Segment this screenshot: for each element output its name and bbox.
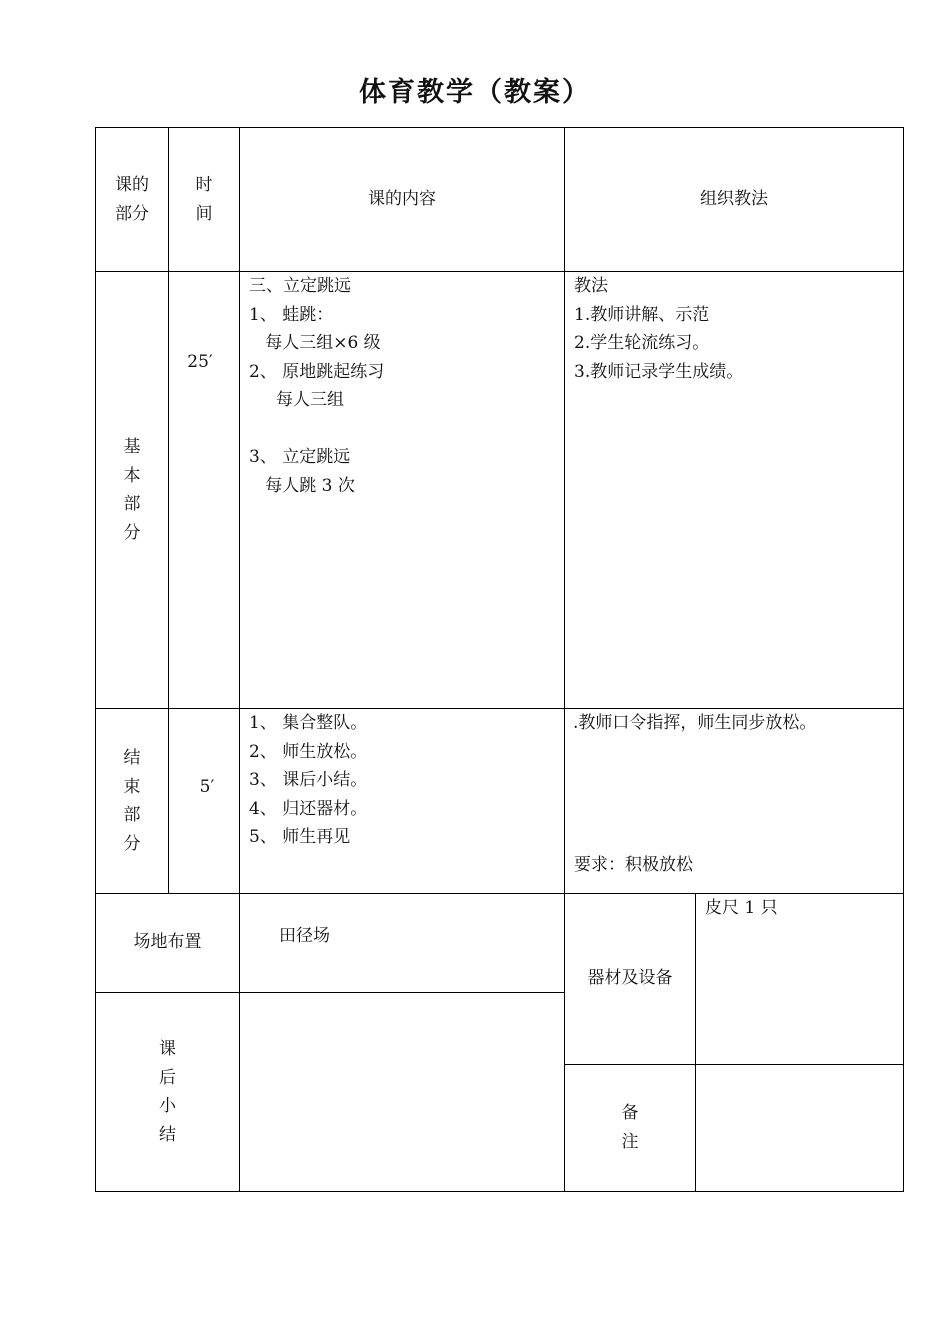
page-title: 体育教学（教案） <box>359 77 591 108</box>
table-border-left <box>95 127 96 1192</box>
ending-content: 1、 集合整队。 2、 师生放松。 3、 课后小结。 4、 归还器材。 5、 师生再见 <box>249 713 368 847</box>
ending-method: .教师口令指挥，师生同步放松。 <box>573 713 817 733</box>
table-border-bottom <box>95 1191 904 1192</box>
equipment-label: 器材及设备 <box>587 968 673 988</box>
header-time: 时 间 <box>195 175 213 224</box>
col-divider-time <box>239 127 240 1192</box>
table-border-top <box>95 127 904 128</box>
summary-label: 课 后 小 结 <box>159 1039 176 1145</box>
basic-time: 25′ <box>187 352 213 372</box>
basic-content: 三、立定跳远 1、 蛙跳： 每人三组×6 级 2、 原地跳起练习 每人三组 3、 立定跳远 每人跳 3 次 <box>249 276 385 496</box>
venue-value: 田径场 <box>279 926 330 946</box>
basic-part-label: 基 本 部 分 <box>123 437 141 543</box>
row-divider-venue <box>95 992 564 993</box>
notes-label: 备 注 <box>621 1103 639 1152</box>
ending-requirement: 要求：积极放松 <box>574 855 693 875</box>
header-content: 课的内容 <box>368 189 436 209</box>
header-method: 组织教法 <box>700 189 768 209</box>
header-part: 课的 部分 <box>115 175 149 224</box>
col-divider-label <box>695 893 696 1192</box>
basic-method: 教法 1.教师讲解、示范 2.学生轮流练习。 3.教师记录学生成绩。 <box>574 276 744 382</box>
ending-part-label: 结 束 部 分 <box>123 748 141 854</box>
venue-label: 场地布置 <box>133 932 202 952</box>
equipment-value: 皮尺 1 只 <box>705 898 778 918</box>
ending-time: 5′ <box>199 777 215 797</box>
col-divider-content <box>564 127 565 1192</box>
table-border-right <box>903 127 904 1192</box>
row-divider-equipment <box>564 1064 904 1065</box>
